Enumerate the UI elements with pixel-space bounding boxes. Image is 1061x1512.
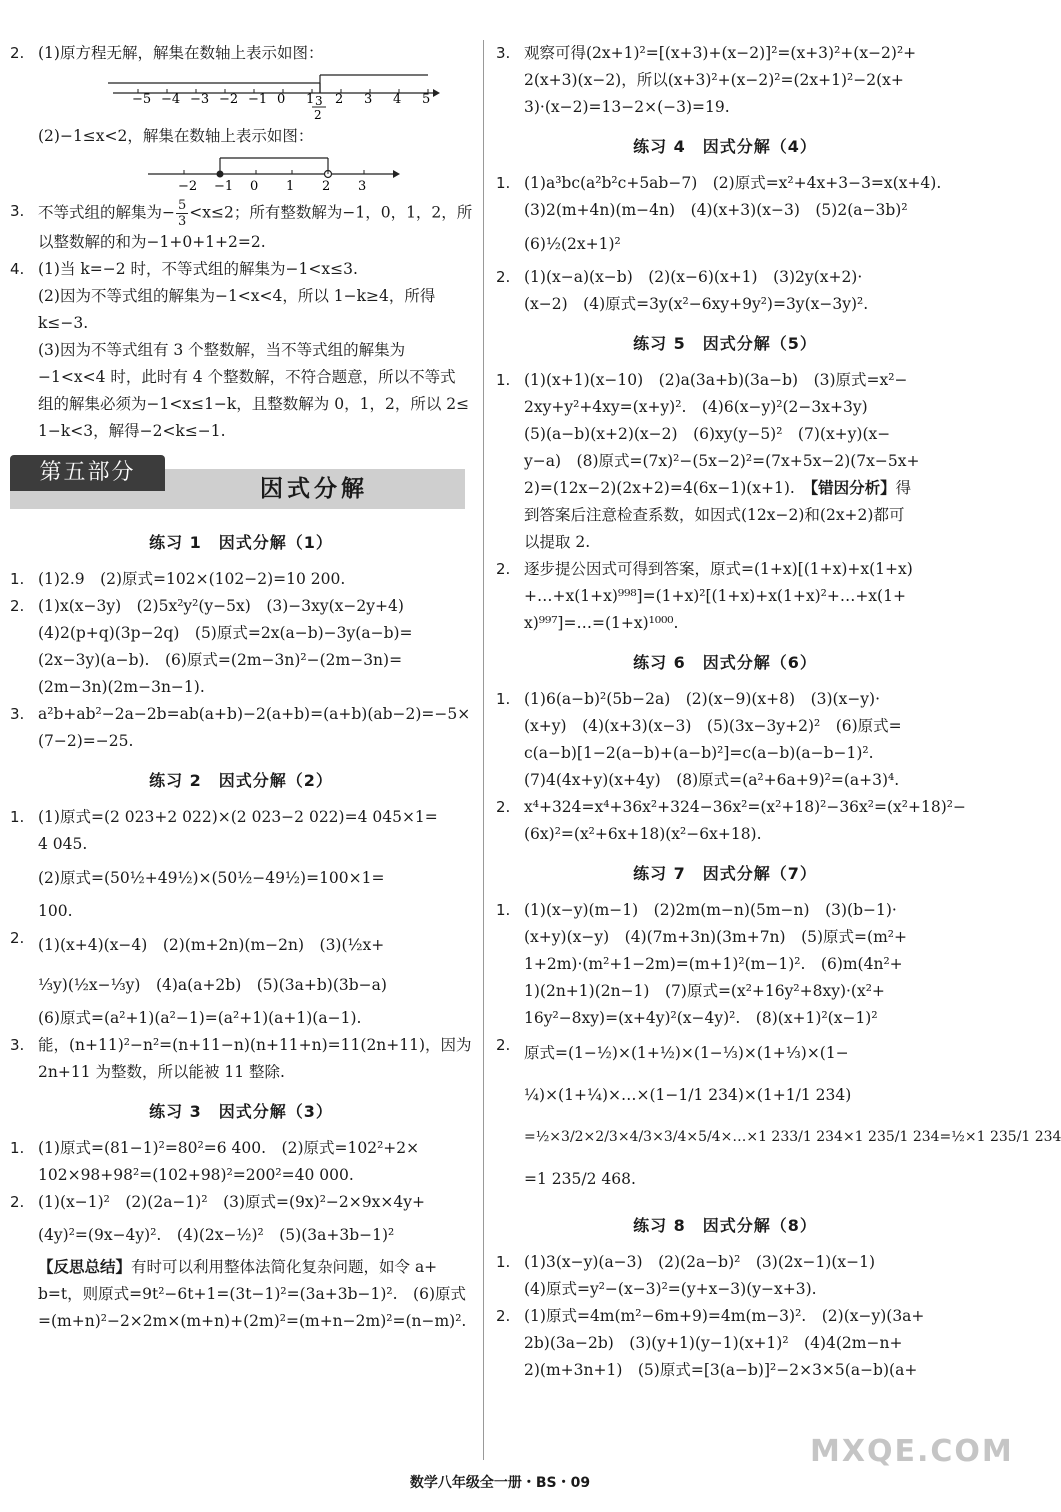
text-line: 1)(2n+1)(2n−1) (7)原式=(x²+16y²+8xy)·(x²+ — [524, 982, 885, 1000]
exercise-6-q1 — [496, 686, 954, 794]
item-number: 1. — [496, 371, 511, 389]
number-line-1-ticks — [132, 89, 430, 108]
exercise-7-q1 — [496, 897, 954, 1032]
page-footer: 数学八年级全一册・BS・09 — [409, 1475, 591, 1491]
text-line: x⁴+324=x⁴+36x²+324−36x²=(x²+18)²−36x²=(x²+18)²− — [524, 798, 966, 816]
text-line: 逐步提公因式可得到答案，原式=(1+x)[(1+x)+x(1+x) — [524, 560, 913, 578]
text-line: 4 045. — [38, 835, 88, 853]
problem-4 — [10, 256, 472, 445]
item-number: 2. — [10, 44, 25, 62]
item-number: 1. — [496, 901, 511, 919]
exercise-5-q2 — [496, 556, 954, 637]
exercise-8-q1 — [496, 1249, 954, 1303]
exercise-8-q2 — [496, 1303, 954, 1384]
reflection-tag: 【反思总结】 — [38, 1258, 132, 1276]
tick-label: −1 — [214, 179, 234, 194]
text-line: x)⁹⁹⁷]=…=(1+x)¹⁰⁰⁰. — [524, 614, 679, 632]
text-line: 观察可得(2x+1)²=[(x+3)+(x−2)]²=(x+3)²+(x−2)²+ — [524, 44, 917, 62]
text-line: (6)½(2x+1)² — [524, 235, 621, 253]
text-line: a²b+ab²−2a−2b=ab(a+b)−2(a+b)=(a+b)(ab−2)=−5× — [38, 705, 471, 723]
item-number: 3. — [10, 705, 25, 723]
exercise-2-q2 — [10, 925, 472, 1032]
tick-label: 5 — [422, 92, 431, 107]
text-line: 100. — [38, 902, 73, 920]
exercise-1-q2 — [10, 593, 472, 701]
item-number: 2. — [10, 597, 25, 615]
text-line: 2n+11 为整数，所以能被 11 整除. — [38, 1063, 285, 1081]
exercise-3-q2 — [10, 1189, 472, 1335]
exercise-6-q2 — [496, 794, 966, 848]
text-line: (x+y) (4)(x+3)(x−3) (5)(3x−3y+2)² (6)原式= — [524, 717, 902, 735]
text-line: 组的解集必须为−1<x≤1−k，且整数解为 0，1，2，所以 2≤ — [38, 395, 470, 413]
item-number: 2. — [496, 1307, 511, 1325]
left-column — [10, 40, 472, 1335]
text-line: 原式=(1−½)×(1+½)×(1−⅓)×(1+⅓)×(1− — [524, 1044, 849, 1062]
item-number: 1. — [496, 1253, 511, 1271]
text-line: 1−k<3，解得−2<k≤−1. — [38, 422, 226, 440]
item-number: 1. — [496, 174, 511, 192]
exercise-4-q2 — [496, 264, 954, 318]
text-line: +…+x(1+x)⁹⁹⁸]=(1+x)²[(1+x)+x(1+x)²+…+x(1+ — [524, 587, 906, 605]
item-number: 3. — [10, 1036, 25, 1054]
text-line: y−a) (8)原式=(7x)²−(5x−2)²=(7x+5x−2)(7x−5x+ — [524, 452, 920, 470]
text-line: 2)(m+3n+1) (5)原式=[3(a−b)]²−2×3×5(a−b)(a+ — [524, 1361, 918, 1379]
text-line: c(a−b)[1−2(a−b)+(a−b)²]=c(a−b)(a−b−1)². — [524, 744, 874, 762]
text-line: (2)因为不等式组的解集为−1<x<4，所以 1−k≥4，所得 — [38, 287, 436, 305]
text-line: 3)·(x−2)=13−2×(−3)=19. — [524, 98, 730, 116]
text-line: (1)(x+1)(x−10) (2)a(3a+b)(3a−b) (3)原式=x²− — [524, 371, 908, 389]
text-line: ⅓y)(½x−⅓y) (4)a(a+2b) (5)(3a+b)(3b−a) — [38, 976, 387, 994]
exercise-5-q1 — [496, 367, 954, 556]
tick-label: −2 — [219, 92, 239, 107]
text-line: (7−2)=−25. — [38, 732, 134, 750]
text-line: (7)4(4x+y)(x+4y) (8)原式=(a²+6a+9)²=(a+3)⁴. — [524, 771, 900, 789]
exercise-3-q1 — [10, 1135, 472, 1189]
exercise-heading: 练习 5 因式分解（5） — [633, 334, 817, 353]
nl1-frac-num: 3 — [315, 94, 323, 108]
column-divider — [483, 40, 484, 1460]
text-line: (3)因为不等式组有 3 个整数解，当不等式组的解集为 — [38, 341, 406, 359]
tick-label: −5 — [132, 92, 152, 107]
exercise-heading: 练习 3 因式分解（3） — [149, 1102, 333, 1121]
exercise-heading: 练习 2 因式分解（2） — [149, 771, 333, 790]
item-number: 2. — [10, 1193, 25, 1211]
text-line: 16y²−8xy)=(x+4y)²(x−4y)². (8)(x+1)²(x−1)² — [524, 1009, 878, 1027]
text-line: (6)原式=(a²+1)(a²−1)=(a²+1)(a+1)(a−1). — [38, 1009, 362, 1027]
exercise-1-q1 — [10, 566, 472, 593]
text-line — [524, 475, 954, 502]
item-number: 2. — [496, 560, 511, 578]
text-line: (6x)²=(x²+6x+18)(x²−6x+18). — [524, 825, 762, 843]
text-line: (4)原式=y²−(x−3)²=(y+x−3)(y−x+3). — [524, 1280, 817, 1298]
text-segment: 有时可以利用整体法简化复杂问题，如令 a+ — [131, 1258, 438, 1276]
text-line: 102×98+98²=(102+98)²=200²=40 000. — [38, 1166, 354, 1184]
tick-label: −3 — [190, 92, 210, 107]
fraction — [176, 198, 188, 229]
text-line: 能，(n+11)²−n²=(n+11−n)(n+11+n)=11(2n+11)，因为 — [38, 1036, 472, 1054]
tick-label: 0 — [250, 179, 259, 194]
text-line: (1)(x+4)(x−4) (2)(m+2n)(m−2n) (3)(½x+ — [38, 936, 385, 954]
exercise-2-q3 — [10, 1032, 472, 1086]
text-line: (1)a³bc(a²b²c+5ab−7) (2)原式=x²+4x+3−3=x(x+4). — [524, 174, 942, 192]
text-line: 2(x+3)(x−2)，所以(x+3)²+(x−2)²=(2x+1)²−2(x+ — [524, 71, 904, 89]
text-line: (1)当 k=−2 时，不等式组的解集为−1<x≤3. — [38, 260, 358, 278]
text-segment: 2)=(12x−2)(2x+2)=4(6x−1)(x+1). — [524, 479, 811, 497]
text-line: (1)原式=4m(m²−6m+9)=4m(m−3)². (2)(x−y)(3a+ — [524, 1307, 925, 1325]
text-line: (1)原式=(81−1)²=80²=6 400. (2)原式=102²+2× — [38, 1139, 420, 1157]
item-number: 3. — [496, 44, 511, 62]
text-segment: 不等式组的解集为− — [38, 203, 175, 222]
tick-label: −1 — [248, 92, 268, 107]
error-analysis-tag: 【错因分析】 — [810, 479, 896, 497]
tick-label: 1 — [286, 179, 295, 194]
tick-label: 2 — [322, 179, 331, 194]
problem-3-continued — [496, 40, 954, 121]
tick-label: −2 — [178, 179, 198, 194]
text-line: ¼)×(1+¼)×…×(1−1/1 234)×(1+1/1 234) — [524, 1086, 852, 1104]
item-number: 2. — [496, 268, 511, 286]
text-line: (x+y)(x−y) (4)(7m+3n)(3m+7n) (5)原式=(m²+ — [524, 928, 907, 946]
text-line: (1)2.9 (2)原式=102×(102−2)=10 200. — [38, 570, 346, 588]
text-segment: 得 — [895, 479, 912, 497]
item-number: 1. — [10, 808, 25, 826]
section-banner — [10, 455, 472, 517]
section-title: 因式分解 — [260, 476, 368, 502]
text-line: (2)−1≤x<2，解集在数轴上表示如图： — [38, 127, 314, 145]
item-number: 2. — [10, 929, 25, 947]
text-line: (1)(x−y)(m−1) (2)2m(m−n)(5m−n) (3)(b−1)· — [524, 901, 897, 919]
text-line: (4y)²=(9x−4y)². (4)(2x−½)² (5)(3a+3b−1)² — [38, 1226, 395, 1244]
number-line-1 — [38, 69, 438, 121]
text-line: =(m+n)²−2×2m×(m+n)+(2m)²=(m+n−2m)²=(n−m)². — [38, 1312, 467, 1330]
fraction-denominator: 3 — [178, 214, 187, 229]
item-number: 1. — [10, 570, 25, 588]
text-line: 2b)(3a−2b) (3)(y+1)(y−1)(x+1)² (4)4(2m−n+ — [524, 1334, 903, 1352]
item-number: 2. — [496, 1036, 511, 1054]
text-line: (1)(x−a)(x−b) (2)(x−6)(x+1) (3)2y(x+2)· — [524, 268, 863, 286]
tick-label: 2 — [335, 92, 344, 107]
item-number: 1. — [10, 1139, 25, 1157]
item-number: 4. — [10, 260, 25, 278]
text-line: 1+2m)·(m²+1−2m)=(m+1)²(m−1)². (6)m(4n²+ — [524, 955, 903, 973]
text-line: (1)(x−1)² (2)(2a−1)² (3)原式=(9x)²−2×9x×4y+ — [38, 1193, 425, 1211]
exercise-4-q1 — [496, 170, 954, 264]
text-line: (4)2(p+q)(3p−2q) (5)原式=2x(a−b)−3y(a−b)= — [38, 624, 413, 642]
number-line-2 — [38, 152, 438, 196]
text-line: (2x−3y)(a−b). (6)原式=(2m−3n)²−(2m−3n)= — [38, 651, 403, 669]
item-number: 2. — [496, 798, 511, 816]
exercise-heading: 练习 4 因式分解（4） — [633, 137, 817, 156]
text-line: b=t，则原式=9t²−6t+1=(3t−1)²=(3a+3b−1)². (6)原式 — [38, 1285, 466, 1303]
text-line: 到答案后注意检查系数，如因式(12x−2)和(2x+2)都可 — [524, 506, 905, 524]
exercise-heading: 练习 8 因式分解（8） — [633, 1216, 817, 1235]
tick-label: 3 — [358, 179, 367, 194]
text-line: (1)6(a−b)²(5b−2a) (2)(x−9)(x+8) (3)(x−y)· — [524, 690, 881, 708]
text-line: (1)原式=(2 023+2 022)×(2 023−2 022)=4 045×1= — [38, 808, 438, 826]
text-line: 以提取 2. — [524, 533, 591, 551]
text-line: 2xy+y²+4xy=(x+y)². (4)6(x−y)²(2−3x+3y) — [524, 398, 868, 416]
text-line — [38, 198, 472, 229]
text-line: (1)x(x−3y) (2)5x²y²(y−5x) (3)−3xy(x−2y+4) — [38, 597, 404, 615]
text-line: −1<x<4 时，此时有 4 个整数解，不符合题意，所以不等式 — [38, 368, 456, 386]
nl1-frac-den: 2 — [314, 108, 322, 122]
tick-label: 0 — [277, 92, 286, 107]
text-line: (1)3(x−y)(a−3) (2)(2a−b)² (3)(2x−1)(x−1) — [524, 1253, 876, 1271]
text-line — [38, 1254, 472, 1281]
text-line: k≤−3. — [38, 314, 89, 332]
item-number: 1. — [496, 690, 511, 708]
text-line: (2m−3n)(2m−3n−1). — [38, 678, 205, 696]
problem-2 — [10, 40, 472, 196]
item-number: 3. — [10, 202, 25, 220]
exercise-heading: 练习 7 因式分解（7） — [633, 864, 817, 883]
tick-label: 1 — [306, 92, 315, 107]
text-line: =½×3/2×2/3×4/3×3/4×5/4×…×1 233/1 234×1 235/1 234=½×1 235/1 234 — [524, 1129, 1061, 1145]
exercise-1-q3 — [10, 701, 472, 755]
text-line: =1 235/2 468. — [524, 1170, 636, 1188]
fraction-numerator: 5 — [178, 198, 187, 213]
problem-3 — [10, 198, 472, 256]
text-line: (5)(a−b)(x+2)(x−2) (6)xy(y−5)² (7)(x+y)(x− — [524, 425, 891, 443]
text-line: (2)原式=(50½+49½)×(50½−49½)=100×1= — [38, 869, 385, 887]
exercise-7-q2 — [496, 1032, 1061, 1200]
exercise-2-q1 — [10, 804, 472, 925]
tick-label: 3 — [364, 92, 373, 107]
tick-label: 4 — [393, 92, 402, 107]
text-line: (1)原方程无解，解集在数轴上表示如图： — [38, 44, 324, 62]
right-column — [496, 40, 1061, 1384]
exercise-heading: 练习 1 因式分解（1） — [149, 533, 333, 552]
text-line: 以整数解的和为−1+0+1+2=2. — [38, 233, 266, 251]
tick-label: −4 — [161, 92, 181, 107]
text-line: (3)2(m+4n)(m−4n) (4)(x+3)(x−3) (5)2(a−3b)² — [524, 201, 908, 219]
section-part-label: 第五部分 — [10, 455, 165, 491]
exercise-heading: 练习 6 因式分解（6） — [633, 653, 817, 672]
watermark-logo: MXQE.COM — [810, 1434, 1014, 1469]
text-line: (x−2) (4)原式=3y(x²−6xy+9y²)=3y(x−3y)². — [524, 295, 869, 313]
text-segment: <x≤2；所有整数解为−1，0，1，2，所 — [189, 203, 473, 222]
